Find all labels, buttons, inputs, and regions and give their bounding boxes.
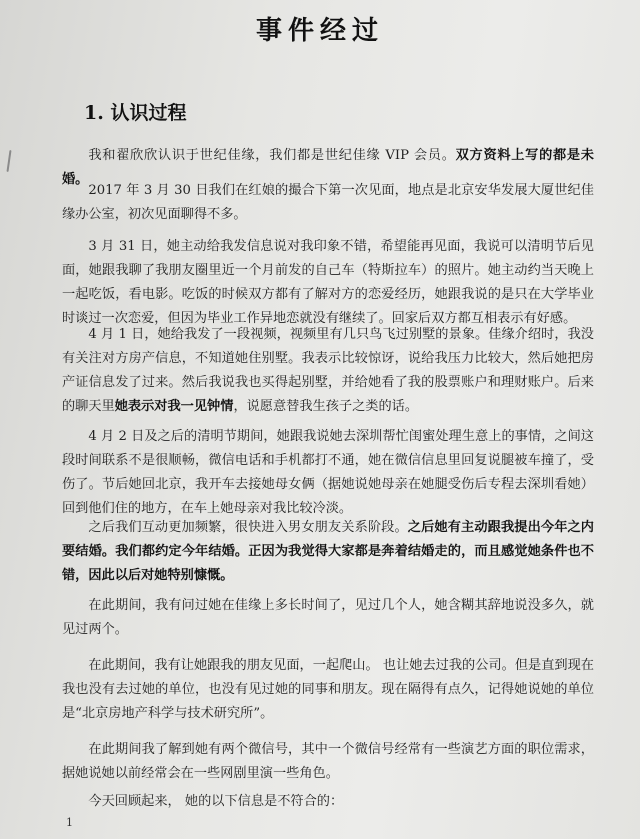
paragraph-text: 在此期间，我有问过她在佳缘上多长时间了，见过几个人，她含糊其辞地说没多久，就见过两个。	[62, 598, 594, 637]
paragraph-7	[62, 594, 594, 642]
paragraph-3	[62, 235, 594, 331]
paragraph-text: 之后我们互动更加频繁，很快进入男女朋友关系阶段。	[88, 520, 408, 535]
paragraph-text: 4 月 1 日，她给我发了一段视频，视频里有几只鸟飞过别墅的景象。佳缘介绍时，我没有关注对方房产信息，不知道她住别墅。我表示比较惊讶，说给我压力比较大，然后她把房产证信息发了过来。然后我说我也买得起别墅，并给她看了我的股票账户和理财账户。后来的聊天里	[62, 327, 594, 414]
paragraph-bold-text: 之后她有主动跟我提出今年之内要结婚。我们都约定今年结婚。正因为我觉得大家都是奔着结婚走的，而且感觉她条件也不错，因此以后对她特别慷慨。	[62, 520, 594, 583]
paragraph-6	[62, 516, 594, 588]
paragraph-text: 我和翟欣欣认识于世纪佳缘，我们都是世纪佳缘 VIP 会员。	[88, 148, 456, 163]
paragraph-4	[62, 323, 594, 419]
paragraph-9	[62, 738, 594, 786]
paragraph-2	[62, 179, 594, 227]
paragraph-text: 在此期间，我有让她跟我的朋友见面，一起爬山。 也让她去过我的公司。但是直到现在我也没有去过她的单位，也没有见过她的同事和朋友。现在隔得有点久，记得她说她的单位是“北京房地产科学与技术研究所”。	[62, 658, 594, 721]
margin-mark	[6, 150, 11, 172]
paragraph-text: 4 月 2 日及之后的清明节期间，她跟我说她去深圳帮忙闺蜜处理生意上的事情，之间这段时间联系不是很顺畅，微信电话和手机都打不通，她在微信信息里回复说腿被车撞了，受伤了。节后她回北京，我开车去接她母女俩（据她说她母亲在她腿受伤后专程去深圳看她）回到他们住的地方，在车上她母亲对我比较冷淡。	[62, 429, 594, 516]
paragraph-bold-text: 双方资料上写的都是未婚。	[62, 148, 594, 187]
paragraph-5	[62, 425, 594, 521]
page-title: 事件经过	[255, 16, 384, 46]
paragraph-10	[62, 790, 594, 814]
paragraph-text: 2017 年 3 月 30 日我们在红娘的撮合下第一次见面，地点是北京安华发展大厦世纪佳缘办公室，初次见面聊得不多。	[62, 183, 594, 222]
paragraph-text: 今天回顾起来， 她的以下信息是不符合的：	[88, 794, 344, 809]
section-heading: 1. 认识过程	[84, 102, 187, 124]
paragraph-8	[62, 654, 594, 726]
paragraph-text: 3 月 31 日，她主动给我发信息说对我印象不错，希望能再见面，我说可以清明节后见面，她跟我聊了我朋友圈里近一个月前发的自己车（特斯拉车）的照片。她主动约当天晚上一起吃饭，看电影。吃饭的时候双方都有了解对方的恋爱经历，她跟我说的是只在大学毕业时谈过一次恋爱，但因为毕业工作异地恋就没有继续了。回家后双方都互相表示有好感。	[62, 239, 594, 326]
paragraph-bold-text: 她表示对我一见钟情	[114, 399, 234, 414]
paragraph-text: 在此期间我了解到她有两个微信号，其中一个微信号经常有一些演艺方面的职位需求，据她说她以前经常会在一些网剧里演一些角色。	[62, 742, 594, 781]
paragraph-text-tail: ，说愿意替我生孩子之类的话。	[233, 399, 419, 414]
page-number: 1	[66, 816, 73, 829]
